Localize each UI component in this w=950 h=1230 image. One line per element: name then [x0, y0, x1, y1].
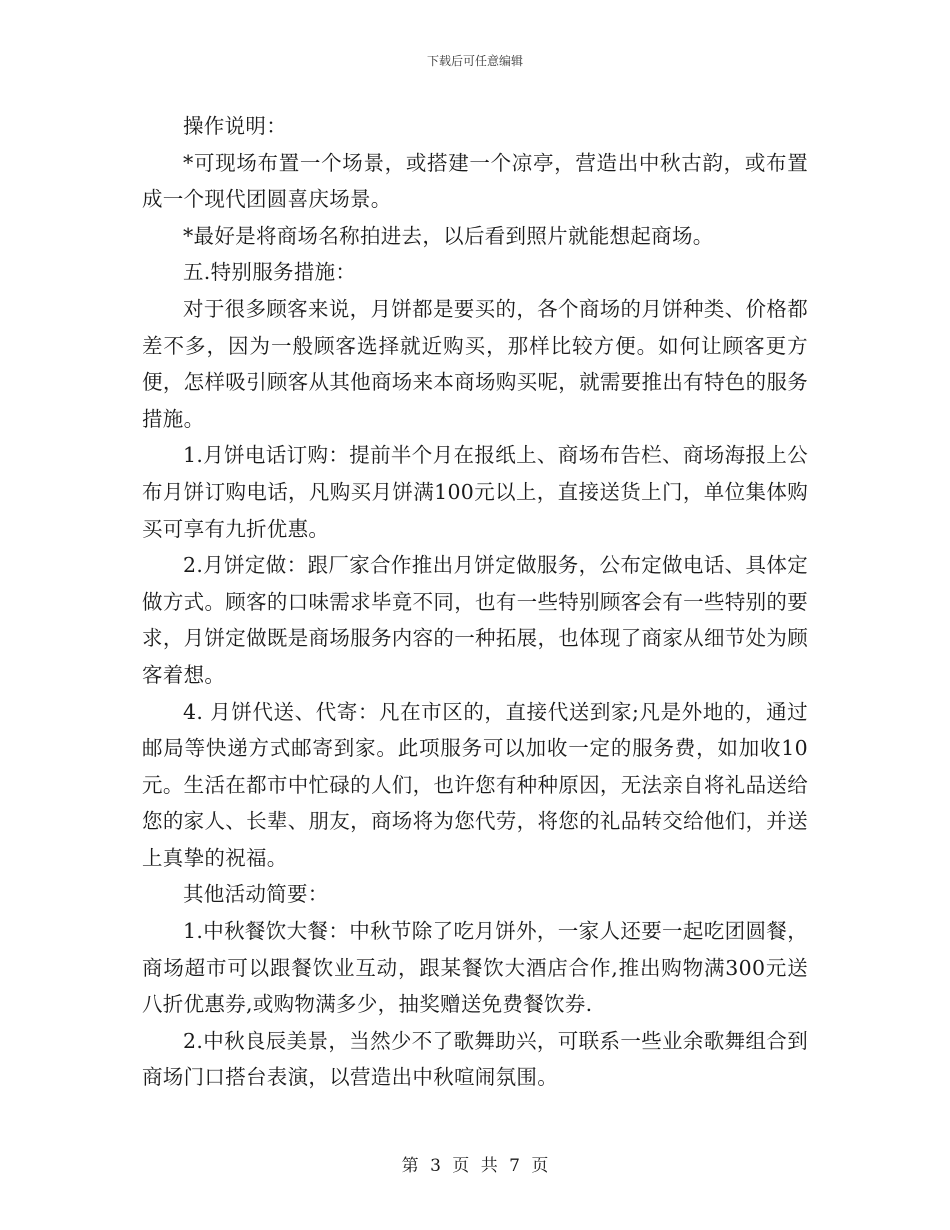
- section-heading-other-activities: 其他活动简要：: [183, 882, 329, 907]
- section-heading-special-services: 五.特别服务措施：: [183, 260, 357, 285]
- paragraph-phone-order: 1.月饼电话订购：提前半个月在报纸上、商场布告栏、商场海报上公布月饼订购电话，凡购买月饼满100元以上，直接送货上门，单位集体购买可享有九折优惠。: [142, 443, 808, 541]
- paragraph-scene-setup: *可现场布置一个场景，或搭建一个凉亭，营造出中秋古韵，或布置成一个现代团圆喜庆场景。: [142, 150, 808, 212]
- page-number: 第 3 页 共 7 页: [401, 1156, 549, 1176]
- document-body: [142, 108, 808, 1096]
- paragraph-photo-tip: *最好是将商场名称拍进去，以后看到照片就能想起商场。: [183, 223, 714, 248]
- paragraph-dining: 1.中秋餐饮大餐：中秋节除了吃月饼外，一家人还要一起吃团圆餐，商场超市可以跟餐饮业互动，跟某餐饮大酒店合作,推出购物满300元送八折优惠券,或购物满多少，抽奖赠送免费餐饮券.: [142, 919, 808, 1017]
- paragraph-delivery: 4. 月饼代送、代寄：凡在市区的，直接代送到家;凡是外地的，通过邮局等快递方式邮寄到家。此项服务可以加收一定的服务费，如加收10元。生活在都市中忙碌的人们，也许您有种种原因，无法亲自将礼品送给您的家人、长辈、朋友，商场将为您代劳，将您的礼品转交给他们，并送上真挚的祝福。: [142, 699, 808, 870]
- page-header: 下载后可任意编辑: [426, 54, 523, 68]
- paragraph-custom-order: 2.月饼定做：跟厂家合作推出月饼定做服务，公布定做电话、具体定做方式。顾客的口味需求毕竟不同，也有一些特别顾客会有一些特别的要求，月饼定做既是商场服务内容的一种拓展，也体现了商家从细节处为顾客着想。: [142, 553, 808, 687]
- paragraph-performance: 2.中秋良辰美景，当然少不了歌舞助兴，可联系一些业余歌舞组合到商场门口搭台表演，以营造出中秋喧闹氛围。: [142, 1028, 808, 1090]
- paragraph-services-intro: 对于很多顾客来说，月饼都是要买的，各个商场的月饼种类、价格都差不多，因为一般顾客选择就近购买，那样比较方便。如何让顾客更方便，怎样吸引顾客从其他商场来本商场购买呢，就需要推出有特色的服务措施。: [142, 296, 808, 431]
- paragraph-operation-title: 操作说明：: [183, 114, 287, 138]
